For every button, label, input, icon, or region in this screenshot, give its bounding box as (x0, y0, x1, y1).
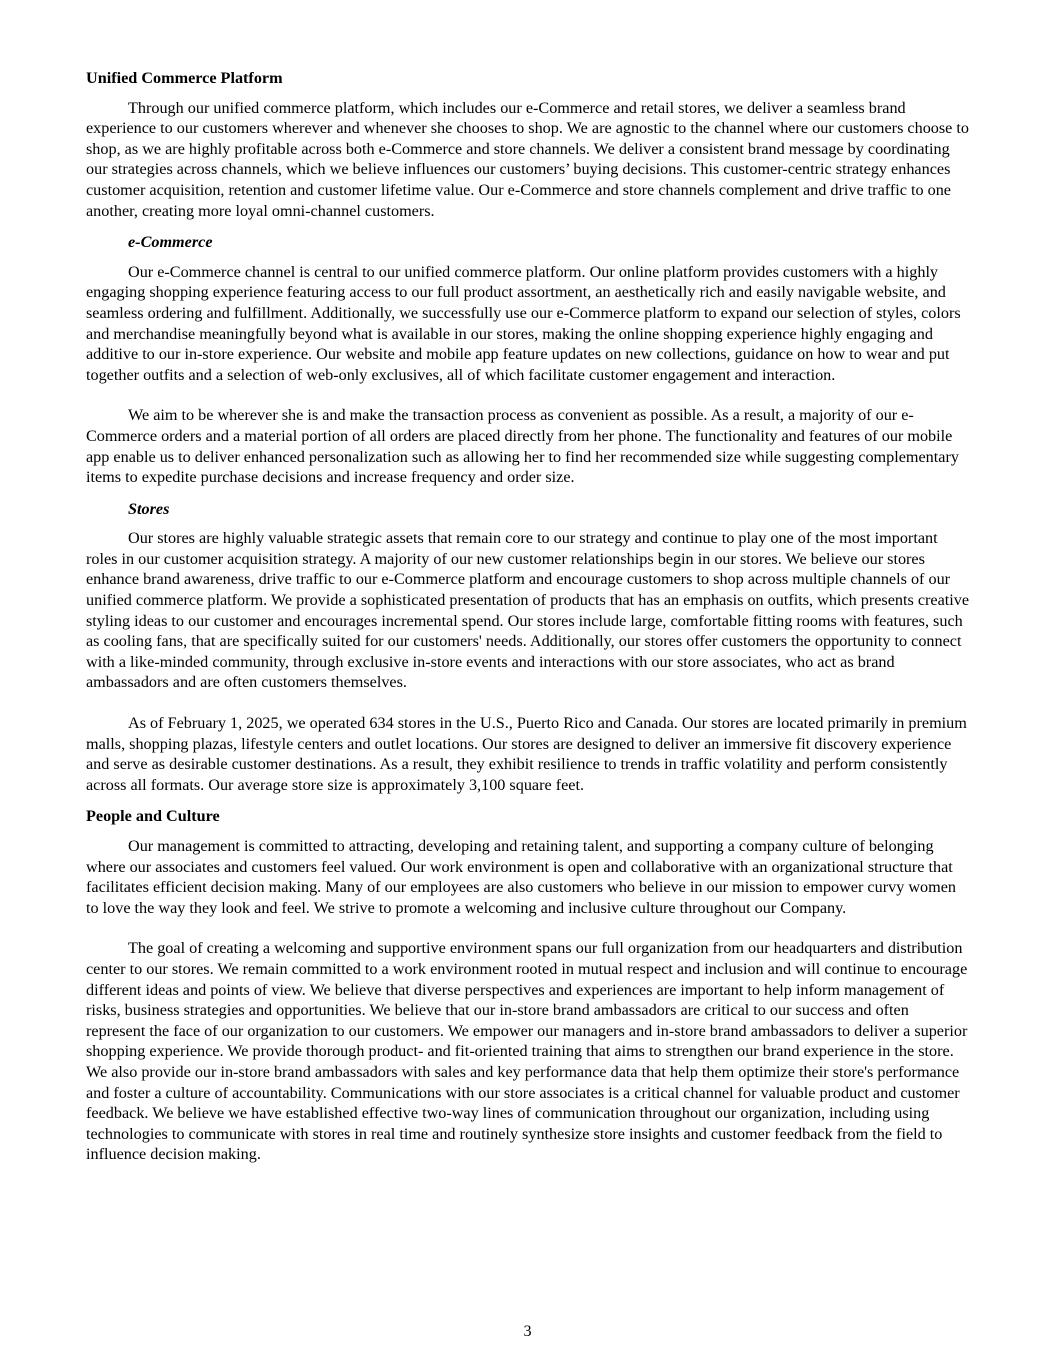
stores-heading: Stores (128, 499, 170, 518)
ecommerce-paragraph-1: Our e-Commerce channel is central to our unified commerce platform. Our online platform provides customers with a highly engaging shopping experience featuring access to our full product assortment, an aesthetically rich and easily navigable website, and seamless ordering and fulfillment. Additionally, we successfully use our e-Commerce platform to expand our selection of styles, colors and merchandise meaningfully beyond what is available in our stores, making the online shopping experience highly engaging and additive to our in-store experience. Our website and mobile app feature updates on new collections, guidance on how to wear and put together outfits and a selection of web-only exclusives, all of which facilitate customer engagement and interaction. (86, 262, 961, 384)
ecommerce-heading: e-Commerce (128, 233, 213, 252)
people-paragraph-2: The goal of creating a welcoming and supportive environment spans our full organization from our headquarters and distribution center to our stores. We remain committed to a work environment rooted in mutual respect and inclusion and will continue to encourage different ideas and points of view. We believe that diverse perspectives and experiences are important to help inform management of risks, business strategies and opportunities. We believe that our in-store brand ambassadors are critical to our success and often represent the face of our organization to our customers. We empower our managers and in-store brand ambassadors to deliver a superior shopping experience. We provide thorough product- and fit-oriented training that aims to strengthen our brand experience in the store. We also provide our in-store brand ambassadors with sales and key performance data that help them optimize their store's performance and foster a culture of accountability. Communications with our store associates is a critical channel for valuable product and customer feedback. We believe we have established effective two-way lines of communication throughout our organization, including using technologies to communicate with stores in real time and routinely synthesize store insights and customer feedback from the field to influence decision making. (86, 939, 968, 1164)
unified-commerce-intro: Through our unified commerce platform, which includes our e-Commerce and retail stores, we deliver a seamless brand experience to our customers wherever and whenever she chooses to shop. We are agnostic to the channel where our customers choose to shop, as we are highly profitable across both e-Commerce and store channels. We deliver a consistent brand message by coordinating our strategies across channels, which we believe influences our customers’ buying decisions. This customer-centric strategy enhances customer acquisition, retention and customer lifetime value. Our e-Commerce and store channels complement and drive traffic to one another, creating more loyal omni-channel customers. (86, 98, 970, 220)
people-paragraph-1: Our management is committed to attracting, developing and retaining talent, and supporting a company culture of belonging where our associates and customers feel valued. Our work environment is open and collaborative with an organizational structure that facilitates efficient decision making. Many of our employees are also customers who believe in our mission to empower curvy women to love the way they look and feel. We strive to promote a welcoming and inclusive culture throughout our Company. (86, 837, 956, 917)
document-page (86, 68, 970, 1185)
stores-paragraph-2: As of February 1, 2025, we operated 634 stores in the U.S., Puerto Rico and Canada. Our stores are located primarily in premium malls, shopping plazas, lifestyle centers and outlet locations. Our stores are designed to deliver an immersive fit discovery experience and serve as desirable customer destinations. As a result, they exhibit resilience to trends in traffic volatility and perform consistently across all formats. Our average store size is approximately 3,100 square feet. (86, 714, 967, 794)
ecommerce-paragraph-2: We aim to be wherever she is and make the transaction process as convenient as possible. As a result, a majority of our e-Commerce orders and a material portion of all orders are placed directly from her phone. The functionality and features of our mobile app enable us to deliver enhanced personalization such as allowing her to find her recommended size while suggesting complementary items to expedite purchase decisions and increase frequency and order size. (86, 406, 959, 487)
unified-commerce-heading: Unified Commerce Platform (86, 69, 283, 87)
page-number: 3 (523, 1322, 532, 1340)
stores-paragraph-1: Our stores are highly valuable strategic assets that remain core to our strategy and continue to play one of the most important roles in our customer acquisition strategy. A majority of our new customer relationships begin in our stores. We believe our stores enhance brand awareness, drive traffic to our e-Commerce platform and encourage customers to shop across multiple channels of our unified commerce platform. We provide a sophisticated presentation of products that has an emphasis on outfits, which presents creative styling ideas to our customer and encourages incremental spend. Our stores include large, comfortable fitting rooms with features, such as cooling fans, that are specifically suited for our customers' needs. Additionally, our stores offer customers the opportunity to connect with a like-minded community, through exclusive in-store events and interactions with our store associates, who act as brand ambassadors and are often customers themselves. (86, 529, 970, 692)
people-culture-heading: People and Culture (86, 807, 220, 826)
